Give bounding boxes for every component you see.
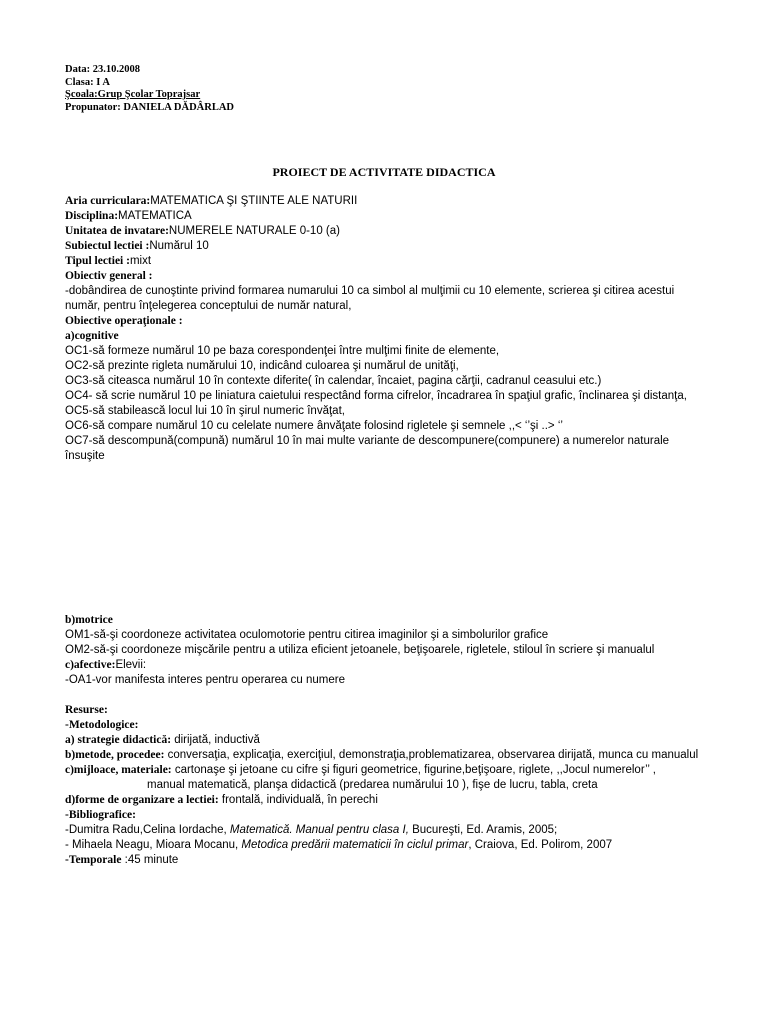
objective-om2: OM2-să-şi coordoneze mişcările pentru a utiliza eficient jetoanele, beţişoarele, rigletele, stiloul în scriere şi manualul (65, 644, 655, 656)
cognitive-heading: a)cognitive (65, 330, 119, 342)
materials-line: c)mijloace, materiale: cartonaşe şi jetoane cu cifre şi figuri geometrice, figurine,beţişoare, riglete, ,,Jocul numerelor’’ , (65, 764, 656, 776)
info-lesson-type: Tipul lectiei :mixt (65, 255, 152, 267)
info-subject: Subiectul lectiei :Numărul 10 (65, 240, 209, 252)
bibliography-entry-1: -Dumitra Radu,Celina Iordache, Matematică. Manual pentru clasa I, Bucureşti, Ed. Aramis, 2005; (65, 824, 558, 836)
resources-heading: Resurse: (65, 704, 108, 716)
objective-om1: OM1-să-şi coordoneze activitatea oculomotorie pentru citirea imaginilor şi a simbolurilor grafice (65, 629, 549, 641)
affective-heading-line: c)afective:Elevii: (65, 659, 147, 671)
strategy-line: a) strategie didactică: dirijată, inductivă (65, 734, 260, 746)
blank-space (65, 464, 705, 613)
objective-oc2: OC2-să prezinte rigleta numărului 10, indicând culoarea şi numărul de unităţi, (65, 360, 459, 372)
objective-oc6: OC6-să compare numărul 10 cu celelate numere ânvăţate folosind rigletele şi semnele ,,< ‘’şi ..> ‘’ (65, 420, 563, 432)
objective-oa1: -OA1-vor manifesta interes pentru operarea cu numere (65, 674, 345, 686)
operational-objectives-heading: Obiective operaţionale : (65, 315, 183, 327)
class-line: Clasa: I A (65, 76, 110, 88)
info-learning-unit: Unitatea de invatare:NUMERELE NATURALE 0-10 (a) (65, 225, 340, 237)
general-objective-text: -dobândirea de cunoştinte privind formarea numarului 10 ca simbol al mulţimii cu 10 elemente, scrierea şi citirea acestui număr, pentru înţelegerea conceptului de număr natural, (65, 285, 675, 312)
date-line: Data: 23.10.2008 (65, 64, 140, 75)
document-body (65, 194, 705, 868)
info-discipline: Disciplina:MATEMATICA (65, 210, 192, 222)
school-line: Şcoala:Grup Şcolar Toprajsar (65, 89, 201, 100)
document-header (65, 64, 234, 114)
objective-oc5: OC5-să stabilească locul lui 10 în şirul numeric învăţat, (65, 405, 345, 417)
objective-oc1: OC1-să formeze numărul 10 pe baza corespondenţei între mulţimi finite de elemente, (65, 345, 500, 357)
temporal-line: -Temporale :45 minute (65, 854, 179, 866)
bibliography-heading: -Bibliografice: (65, 809, 136, 821)
organization-forms-line: d)forme de organizare a lectiei: frontală, individuală, în perechi (65, 794, 378, 806)
methodological-heading: -Metodologice: (65, 719, 139, 731)
objective-oc7: OC7-să descompună(compună) numărul 10 în mai multe variante de descompunere(compunere) a numerelor naturale însuşite (65, 435, 670, 462)
objective-oc4: OC4- să scrie numărul 10 pe liniatura caietului respectând forma cifrelor, încadrarea în spaţiul grafic, înclinarea şi distanţa, (65, 390, 687, 402)
motor-heading: b)motrice (65, 614, 113, 626)
document-title: PROIECT DE ACTIVITATE DIDACTICA (272, 165, 496, 179)
author-line: Propunator: DANIELA DĂDÂRLAD (65, 101, 234, 113)
bibliography-entry-2: - Mihaela Neagu, Mioara Mocanu, Metodica predării matematicii în ciclul primar, Craiova, Ed. Polirom, 2007 (65, 839, 613, 851)
objective-oc3: OC3-să citeasca numărul 10 în contexte diferite( în calendar, încaiet, pagina cărţii, cadranul ceasului etc.) (65, 375, 602, 387)
general-objective-heading: Obiectiv general : (65, 270, 153, 282)
info-curricular-area: Aria curriculara:MATEMATICA ŞI ŞTIINTE ALE NATURII (65, 195, 358, 207)
materials-line-2: manual matematică, planşa didactică (predarea numărului 10 ), fişe de lucru, tabla, creta (147, 779, 598, 791)
methods-line: b)metode, procedee: conversaţia, explicaţia, exerciţiul, demonstraţia,problematizarea, observarea dirijată, munca cu manualul (65, 749, 699, 761)
blank-space-2 (65, 688, 705, 703)
